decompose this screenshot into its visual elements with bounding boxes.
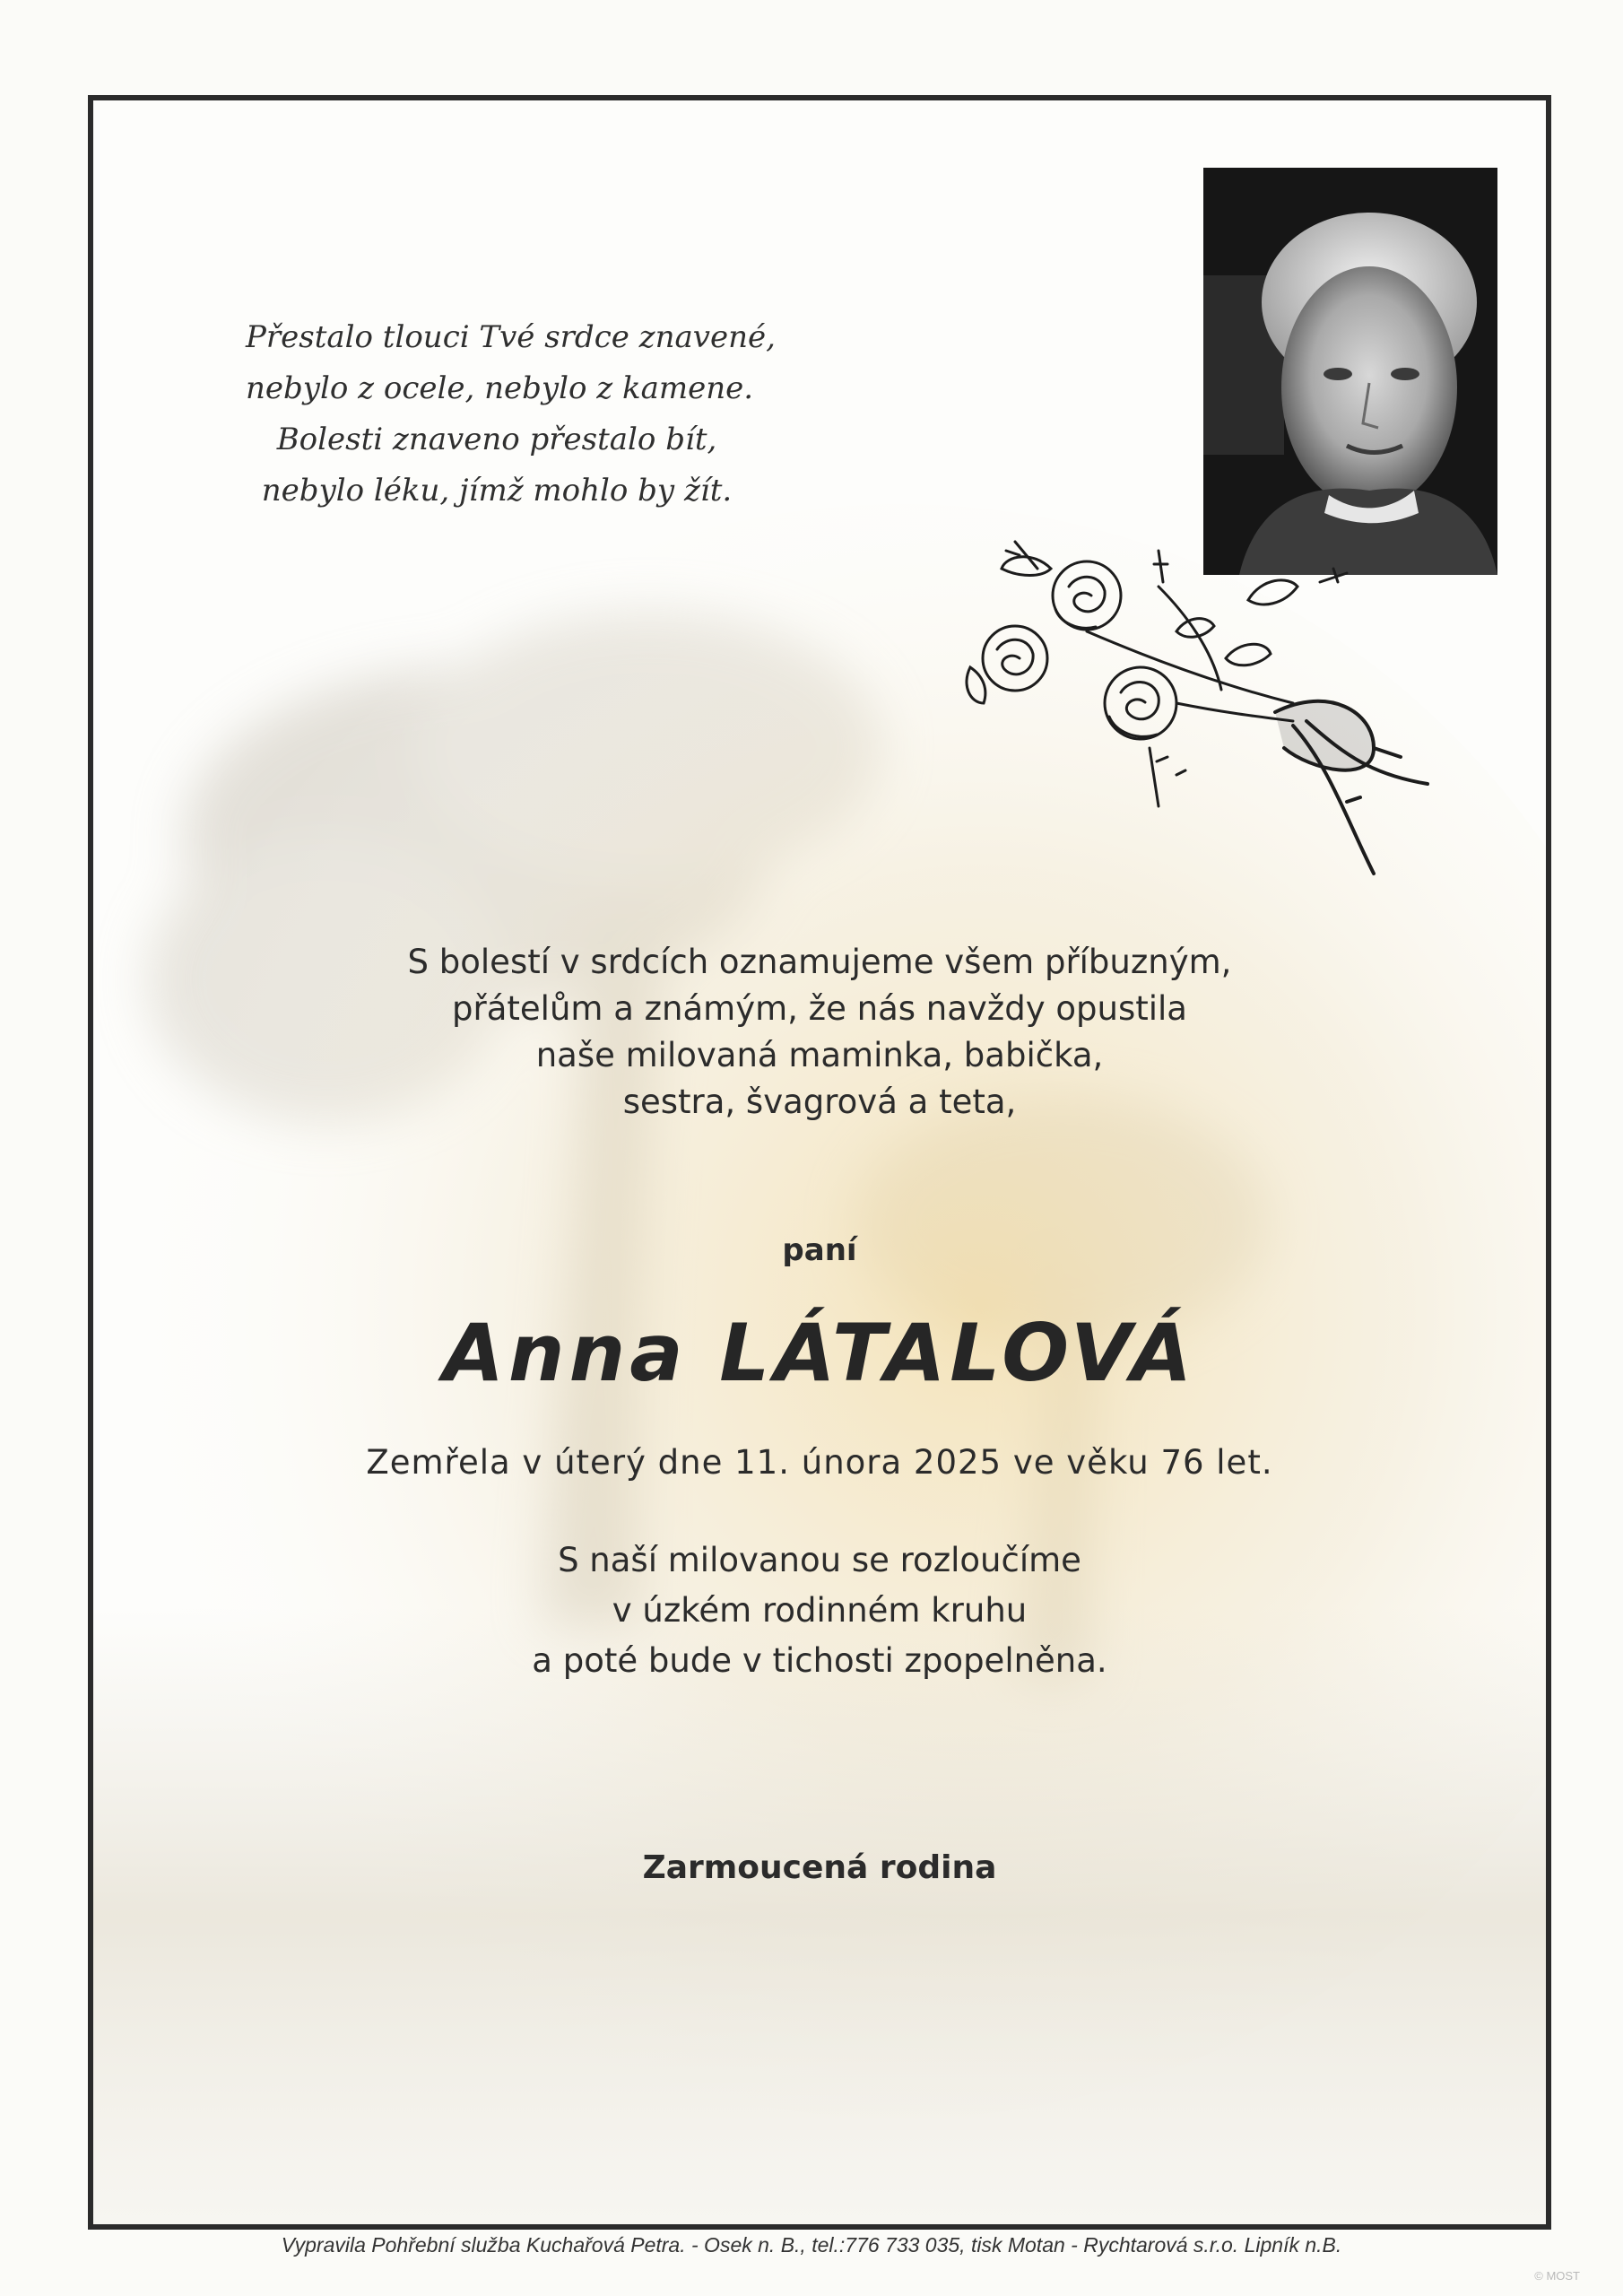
announcement-line: přátelům a známým, že nás navždy opustila [452, 989, 1187, 1028]
portrait-photo [1203, 168, 1497, 575]
poem-line: nebylo z ocele, nebylo z kamene. [246, 370, 754, 406]
poem-line: nebylo léku, jímž mohlo by žít. [261, 473, 733, 509]
farewell-line: v úzkém rodinném kruhu [612, 1591, 1028, 1630]
deceased-name: Anna LÁTALOVÁ [442, 1307, 1197, 1399]
rose-1 [1053, 561, 1121, 630]
watermark: © MOST [1534, 2269, 1580, 2283]
farewell-line: a poté bude v tichosti zpopelněna. [532, 1641, 1107, 1680]
family-signature: Zarmoucená rodina [642, 1849, 997, 1886]
roses-ribbon-ornament [952, 533, 1436, 909]
rose-3 [1105, 667, 1176, 739]
announcement-text [93, 939, 1546, 1126]
announcement-line: naše milovaná maminka, babička, [535, 1036, 1104, 1074]
honorific: paní [782, 1232, 857, 1268]
leaves [967, 557, 1298, 703]
funeral-service-footer: Vypravila Pohřební služba Kuchařová Petra. - Osek n. B., tel.:776 733 035, tisk Motan - Rychtarová s.r.o. Lipník n.B. [281, 2233, 1342, 2257]
mourning-frame [88, 95, 1551, 2230]
death-info: Zemřela v úterý dne 11. února 2025 ve věku 76 let. [366, 1443, 1273, 1482]
poem-line: Přestalo tlouci Tvé srdce znavené, [246, 319, 776, 355]
rose-2 [983, 626, 1047, 691]
farewell-line: S naší milovanou se rozloučíme [558, 1541, 1081, 1579]
announcement-line: sestra, švagrová a teta, [622, 1083, 1017, 1121]
ribbon [1275, 701, 1428, 874]
announcement-line: S bolestí v srdcích oznamujeme všem příbuzným, [407, 943, 1232, 981]
farewell-text [93, 1535, 1546, 1686]
memorial-poem [246, 312, 776, 517]
poem-line: Bolesti znaveno přestalo bít, [276, 422, 717, 457]
